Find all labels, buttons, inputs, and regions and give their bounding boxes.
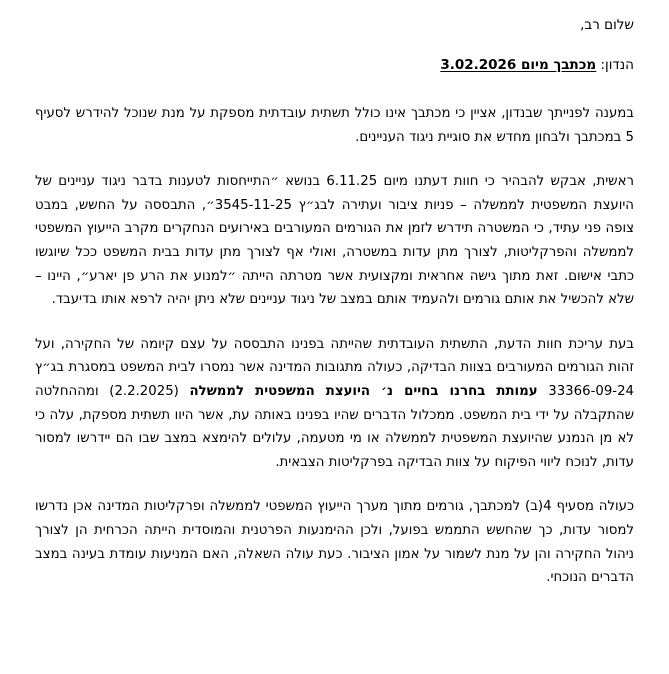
subject-line — [35, 54, 634, 76]
paragraph-4: כעולה מסעיף 4(ב) למכתבך, גורמים מתוך מערך הייעוץ המשפטי לממשלה ופרקליטות המדינה אכן נדרשו למסור עדות, כך שהחשש התממש בפועל, ולכן ההימנעות הפרטנית והמוסדית הייתה הכרחית הן לצורך ניהול החקירה והן על מנת לשמור על אמון הציבור. כעת עולה השאלה, האם המניעות עומדת בעינה במצב הדברים הנוכחי. — [35, 499, 634, 586]
subject-label: הנדון — [605, 57, 634, 73]
subject-separator: : — [600, 57, 606, 73]
paragraph-2: ראשית, אבקש להבהיר כי חוות דעתנו מיום 6.11.25 בנושא ״התייחסות לטענות בדבר ניגוד עניינים של היועצת המשפטית לממשלה – פניות ציבור ועתירה לבג״ץ 3545-11-25״, התבססה על החשש, במבט צופה פני עתיד, כי המשטרה תידרש לזמן את הגורמים המעורבים באירועים הנחקרים מקרב הייעוץ המשפטי לממשלה והפרקליטות, לצורך מתן עדות במשטרה, ואולי אף לצורך מתן עדות בבית המשפט ככל שיוגשו כתבי אישום. זאת מתוך גישה אחראית ומקצועית אשר מטרתה הייתה ״למנוע את הרע פן יארע״, היינו – שלא להכשיל את אותם גורמים ולהעמיד אותם במצב של ניגוד עניינים שלא ניתן יהיה לרפא אותו בדיעבד. — [35, 174, 634, 308]
paragraph-3-text-after: (2.2.2025) ומההחלטה שהתקבלה על ידי בית המשפט. ממכלול הדברים שהיו בפנינו באותה עת, אשר היוו תשתית מספקת, עלה כי לא מן הנמנע שהיועצת המשפטית לממשלה או מי מטעמה, עלולים להימצא במצב שבו הם יידרשו למסור עדות, לנוכח ליווי הפיקוח על צוות הבדיקה בפרקליטות הצבאית. — [35, 383, 634, 470]
paragraph-1: במענה לפנייתך שבנדון, אציין כי מכתבך אינו כולל תשתית עובדתית מספקת על מנת שנוכל להידרש לסעיף 5 במכתבך ולבחון מחדש את סוגיית ניגוד העניינים. — [35, 106, 634, 145]
case-name-emphasis: עמותת בחרנו בחיים נ׳ היועצת המשפטית לממשלה — [189, 383, 538, 399]
paragraph-3-text-before: בעת עריכת חוות הדעת, התשתית העובדתית שהייתה בפנינו התבססה על עצם קיומה של החקירה, ועל זהות הגורמים המעורבים בצוות הבדיקה, כעולה מתגובות המדינה אשר נמסרו לבית המשפט במסגרת בג״ץ 33366-09-24 — [35, 336, 635, 399]
greeting-line — [35, 8, 634, 36]
subject-value: מכתבך מיום 3.02.2026 — [440, 57, 597, 73]
greeting-text: שלום רב, — [580, 17, 634, 33]
paragraph-3 — [35, 333, 634, 475]
